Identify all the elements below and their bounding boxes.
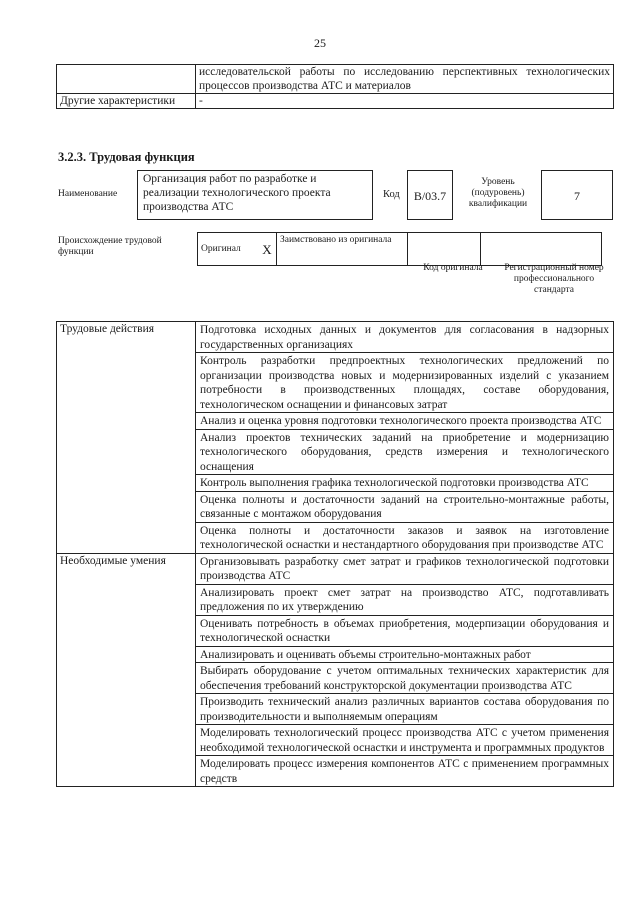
table-row bbox=[57, 553, 614, 584]
original-label: Оригинал bbox=[198, 233, 259, 266]
function-code: B/03.7 bbox=[407, 170, 453, 220]
reg-number-caption: Регистрационный номер профессионального стандарта bbox=[504, 263, 604, 295]
table-row bbox=[57, 65, 614, 94]
category-label: Необходимые умения bbox=[57, 553, 196, 787]
level-label: Уровень (подуровень) квалификации bbox=[468, 177, 528, 209]
table-cell: Подготовка исходных данных и документов для согласования в надзорных государственных организациях bbox=[196, 322, 614, 353]
table-cell: Анализировать проект смет затрат на производство АТС, подготавливать предложения по их утверждению bbox=[196, 584, 614, 615]
table-cell: Производить технический анализ различных вариантов состава оборудования по производительности и выполняемым операциям bbox=[196, 694, 614, 725]
table-row bbox=[198, 233, 602, 266]
table-cell: Оценка полноты и достаточности заказов и заявок на изготовление технологической оснастки и нестандартного оборудования при производстве АТС bbox=[196, 522, 614, 553]
original-code-cell bbox=[408, 233, 481, 266]
borrowed-label: Заимствовано из оригинала bbox=[277, 233, 408, 266]
category-label: Трудовые действия bbox=[57, 322, 196, 554]
page-number: 25 bbox=[314, 36, 326, 50]
section-title: 3.2.3. Трудовая функция bbox=[58, 150, 195, 164]
code-label: Код bbox=[383, 189, 400, 200]
table-cell: Выбирать оборудование с учетом оптимальных технических характеристик для обеспечения требований конструкторской документации производства АТС bbox=[196, 663, 614, 694]
table-cell: Анализ и оценка уровня подготовки технологического проекта производства АТС bbox=[196, 413, 614, 430]
table-row bbox=[57, 94, 614, 109]
function-name: Организация работ по разработке и реализации технологического проекта производства АТС bbox=[137, 170, 373, 220]
table-cell: Анализ проектов технических заданий на приобретение и модернизацию технологического оборудования, средств измерения и технологического оснащения bbox=[196, 429, 614, 475]
table-cell: Контроль разработки предпроектных технологических предложений по организации производства новых и модернизированных изделий с указанием потребности в производственных площадях, составе оборудования, технологическом оснащении и финансовых затрат bbox=[196, 353, 614, 413]
function-details-table bbox=[56, 321, 614, 787]
row-label bbox=[57, 65, 196, 94]
table-cell: Оценка полноты и достаточности заданий на строительно-монтажные работы, связанные с монтажом оборудования bbox=[196, 491, 614, 522]
table-cell: Моделировать технологический процесс производства АТС с учетом применения необходимой технологической оснастки и инструмента и программных продуктов bbox=[196, 725, 614, 756]
code-original-caption: Код оригинала bbox=[423, 263, 483, 273]
row-value: исследовательской работы по исследованию перспективных технологических процессов производства АТС и материалов bbox=[196, 65, 614, 94]
table-cell: Оценивать потребность в объемах приобретения, модерпизации оборудования и технологической оснастки bbox=[196, 615, 614, 646]
continuation-table bbox=[56, 64, 614, 109]
table-cell: Моделировать процесс измерения компонентов АТС с применением программных средств bbox=[196, 756, 614, 787]
original-mark: X bbox=[258, 233, 277, 266]
row-value: - bbox=[196, 94, 614, 109]
origin-label: Происхождение трудовой функции bbox=[58, 236, 162, 257]
table-cell: Организовывать разработку смет затрат и графиков технологической подготовки производства АТС bbox=[196, 553, 614, 584]
name-label: Наименование bbox=[58, 189, 118, 199]
table-cell: Анализировать и оценивать объемы строительно-монтажных работ bbox=[196, 646, 614, 663]
table-row bbox=[57, 322, 614, 353]
table-cell: Контроль выполнения графика технологической подготовки производства АТС bbox=[196, 475, 614, 492]
reg-number-cell bbox=[481, 233, 602, 266]
row-label: Другие характеристики bbox=[57, 94, 196, 109]
qualification-level: 7 bbox=[541, 170, 613, 220]
origin-table bbox=[197, 232, 602, 266]
